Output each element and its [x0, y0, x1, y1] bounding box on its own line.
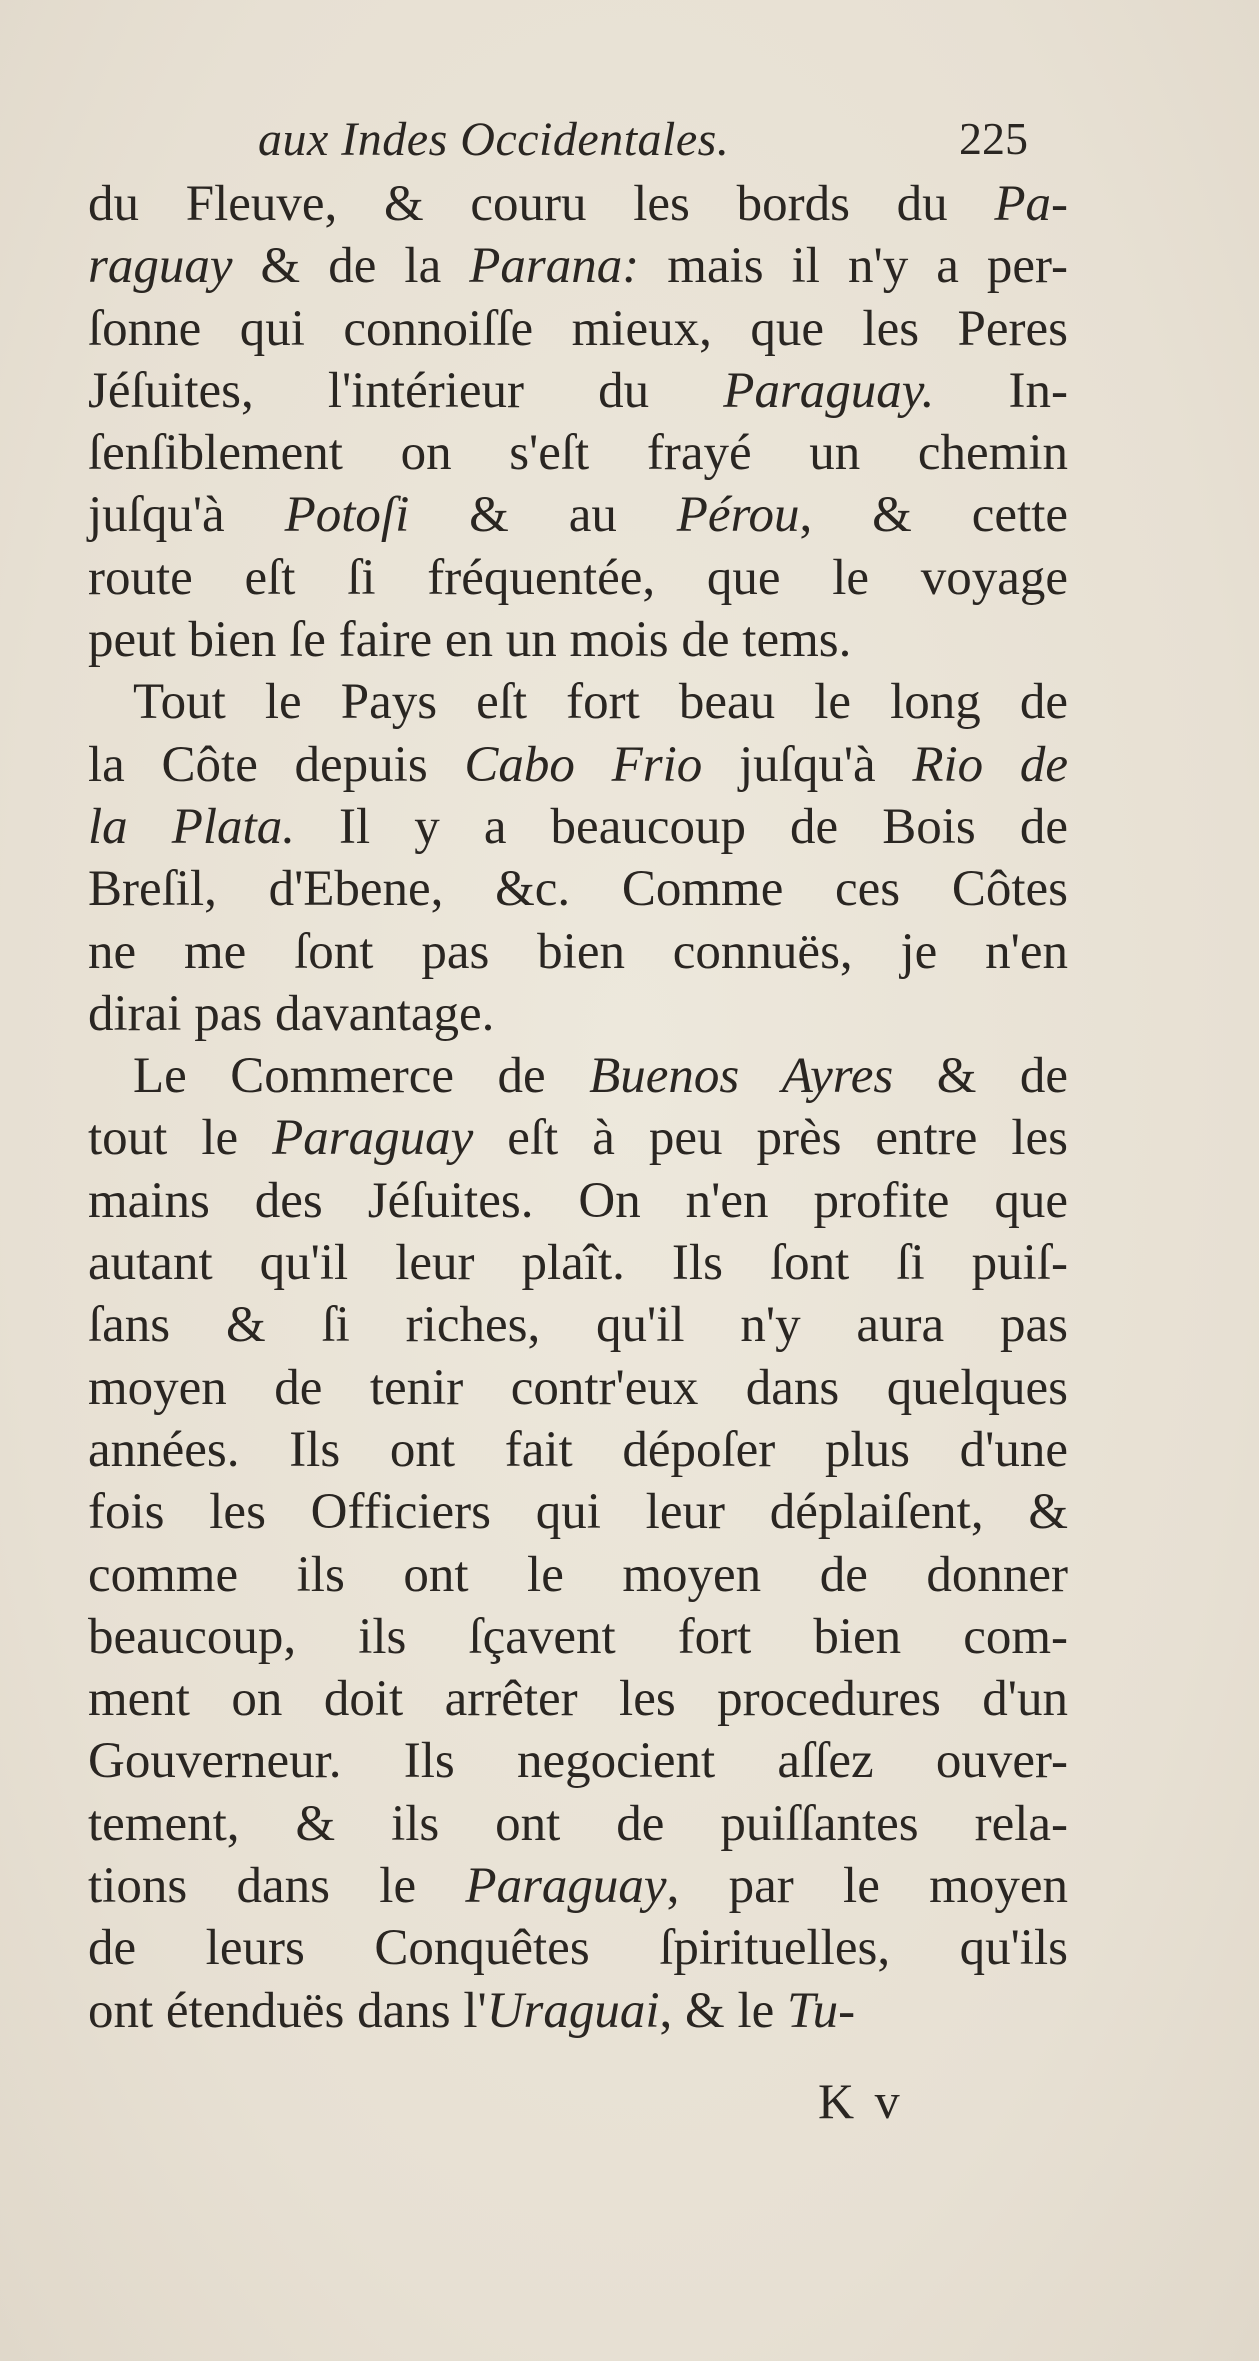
- text-segment: juſqu'à: [702, 736, 913, 793]
- text-line: [88, 796, 1068, 858]
- text-segment: fois les Officiers qui leur déplaiſent, &: [88, 1484, 1068, 1541]
- text-segment: ont étenduës dans l': [88, 1982, 487, 2039]
- italic-segment: Buenos Ayres: [589, 1048, 894, 1105]
- text-segment: ment on doit arrêter les procedures d'un: [88, 1671, 1068, 1728]
- italic-segment: Paraguay.: [723, 362, 935, 419]
- text-line: [88, 173, 1068, 235]
- italic-segment: Pa-: [994, 176, 1068, 232]
- text-segment: Le Commerce de: [133, 1048, 590, 1105]
- italic-segment: Cabo Frio: [464, 736, 703, 793]
- text-line: [88, 235, 1068, 297]
- running-title: aux Indes Occidentales.: [258, 113, 730, 166]
- text-segment: & de la: [232, 238, 470, 295]
- text-segment: années. Ils ont fait dépoſer plus d'une: [88, 1421, 1068, 1478]
- text-line: [88, 1668, 1068, 1730]
- text-segment: ſonne qui connoiſſe mieux, que les Peres: [88, 300, 1068, 357]
- italic-segment: Potoſi: [284, 487, 410, 544]
- text-line: [88, 1232, 1068, 1294]
- text-segment: , & le: [659, 1982, 788, 2039]
- text-line: [88, 921, 1068, 983]
- text-line: [88, 547, 1068, 609]
- text-line: [88, 1294, 1068, 1356]
- text-segment: ſans & ſi riches, qu'il n'y aura pas: [88, 1297, 1068, 1354]
- text-segment: ne me ſont pas bien connuës, je n'en: [88, 923, 1068, 980]
- text-segment: comme ils ont le moyen de donner: [88, 1546, 1068, 1603]
- text-line: [88, 734, 1068, 796]
- text-segment: & de: [893, 1048, 1068, 1105]
- text-line: [88, 1606, 1068, 1668]
- text-line: [88, 671, 1068, 733]
- text-line: [88, 983, 1068, 1045]
- text-line: [88, 858, 1068, 920]
- text-segment: tions dans le: [88, 1858, 466, 1915]
- text-segment: de leurs Conquêtes ſpirituelles, qu'ils: [88, 1920, 1068, 1977]
- text-line: [88, 484, 1068, 546]
- text-segment: la Côte depuis: [88, 736, 465, 793]
- text-line: [88, 1793, 1068, 1855]
- text-line: [88, 1730, 1068, 1792]
- text-segment: juſqu'à: [88, 487, 285, 544]
- text-segment: , & cette: [799, 487, 1069, 544]
- text-segment: Il y a beaucoup de Bois de: [294, 798, 1068, 855]
- text-line: [88, 360, 1068, 422]
- text-segment: Tout le Pays eſt fort beau le long de: [133, 674, 1068, 731]
- text-segment: mains des Jéſuites. On n'en profite que: [88, 1172, 1068, 1229]
- running-head: [258, 112, 1058, 172]
- italic-segment: Paraguay: [465, 1858, 667, 1915]
- italic-segment: Parana:: [469, 238, 640, 295]
- italic-segment: Rio de: [912, 736, 1069, 793]
- text-segment: peut bien ſe faire en un mois de tems.: [88, 612, 852, 669]
- text-segment: route eſt ſi fréquentée, que le voyage: [88, 549, 1068, 606]
- text-line: [88, 1544, 1068, 1606]
- text-segment: In-: [934, 362, 1068, 419]
- text-line: [88, 1481, 1068, 1543]
- text-line: [88, 1419, 1068, 1481]
- italic-segment: Tu-: [787, 1982, 856, 2039]
- text-line: [88, 1357, 1068, 1419]
- text-line: [88, 1045, 1068, 1107]
- text-segment: & au: [409, 487, 677, 544]
- text-line: [88, 1917, 1068, 1979]
- text-line: [88, 298, 1068, 360]
- text-line: [88, 1107, 1068, 1169]
- text-line: [88, 1170, 1068, 1232]
- text-line: [88, 1980, 1068, 2042]
- italic-segment: la Plata.: [88, 798, 295, 855]
- italic-segment: Uraguai: [486, 1982, 660, 2039]
- text-line: [88, 422, 1068, 484]
- text-segment: beaucoup, ils ſçavent fort bien com-: [88, 1608, 1068, 1665]
- text-segment: autant qu'il leur plaît. Ils ſont ſi puiſ-: [88, 1235, 1068, 1292]
- text-segment: eſt à peu près entre les: [473, 1110, 1068, 1167]
- italic-segment: Paraguay: [272, 1110, 474, 1167]
- text-segment: tout le: [88, 1110, 273, 1167]
- text-segment: Gouverneur. Ils negocient aſſez ouver-: [88, 1733, 1068, 1790]
- text-segment: , par le moyen: [666, 1858, 1068, 1915]
- text-segment: mais il n'y a per-: [639, 238, 1068, 295]
- page-number: 225: [959, 113, 1028, 164]
- italic-segment: Pérou: [676, 487, 800, 544]
- text-segment: Breſil, d'Ebene, &c. Comme ces Côtes: [88, 861, 1068, 918]
- text-segment: moyen de tenir contr'eux dans quelques: [88, 1359, 1068, 1416]
- text-segment: Jéſuites, l'intérieur du: [88, 362, 724, 419]
- text-line: [88, 609, 1068, 671]
- italic-segment: raguay: [88, 238, 233, 295]
- text-segment: ſenſiblement on s'eſt frayé un chemin: [88, 425, 1068, 482]
- text-segment: tement, & ils ont de puiſſantes rela-: [88, 1795, 1068, 1852]
- body-text: [88, 173, 1068, 2042]
- text-segment: dirai pas davantage.: [88, 985, 495, 1042]
- text-line: [88, 1855, 1068, 1917]
- text-segment: du Fleuve, & couru les bords du: [88, 176, 995, 232]
- signature-mark: K v: [818, 2073, 904, 2129]
